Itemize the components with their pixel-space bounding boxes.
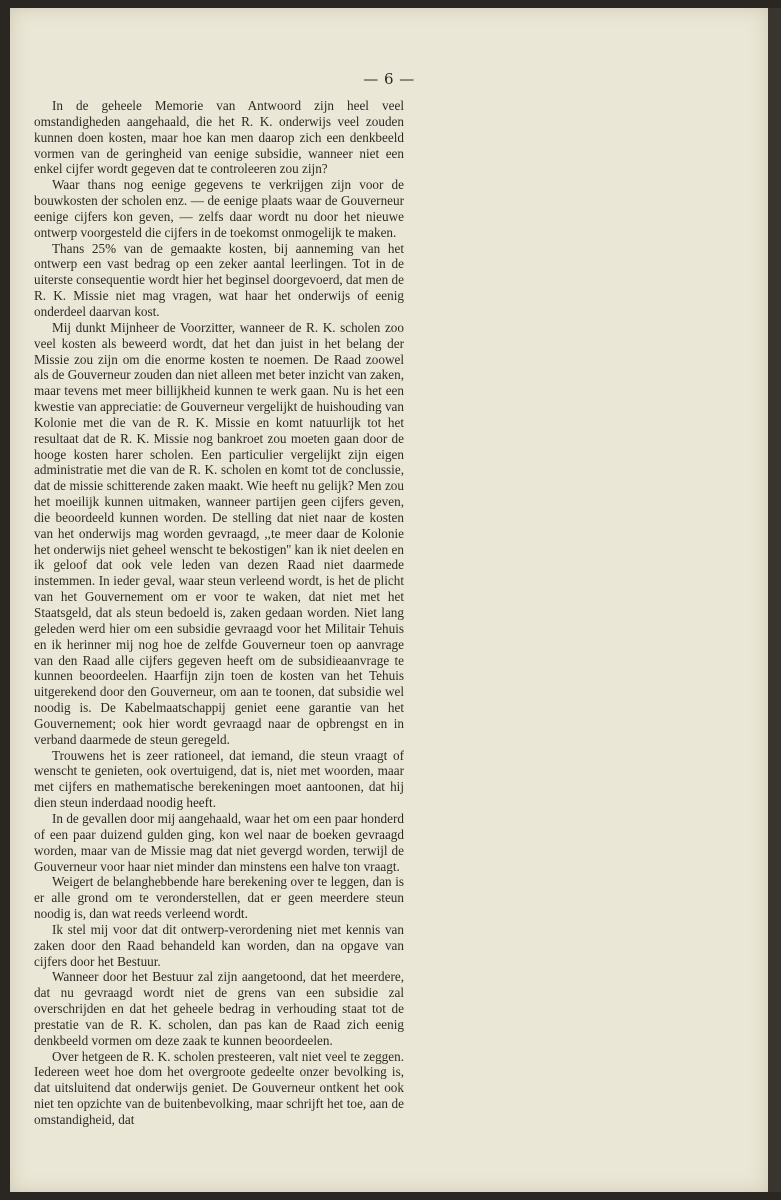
- paragraph: Thans 25% van de gemaakte kosten, bij aanneming van het ontwerp een vast bedrag op een zeker aantal leerlingen. Tot in de uiterste consequentie wordt hier het beginsel doorgevoerd, dat men de R. K. Missie niet mag vragen, wat haar het onderwijs of eenig onderdeel daarvan kost.: [34, 240, 404, 319]
- paragraph: Waar thans nog eenige gegevens te verkrijgen zijn voor de bouwkosten der scholen enz. — de eenige plaats waar de Gouverneur eenige cijfers kon geven, — zelfs daar wordt nu door het nieuwe ontwerp voorgesteld die cijfers in de toekomst onmogelijk te maken.: [34, 177, 404, 240]
- paragraph: Over hetgeen de R. K. scholen presteeren, valt niet veel te zeggen. Iedereen weet hoe dom het overgroote gedeelte onzer bevolking is, dat uitsluitend dat onderwijs geniet. De Gouverneur ontkent het ook niet ten opzichte van de buitenbevolking, maar schrijft het toe, aan de omstandigheid, dat: [34, 1048, 404, 1127]
- paragraph: Ik stel mij voor dat dit ontwerp-verordening niet met kennis van zaken door den Raad behandeld kan worden, dan na opgave van cijfers door het Bestuur.: [34, 921, 404, 969]
- document-page: [10, 8, 768, 1192]
- paragraph: Wanneer door het Bestuur zal zijn aangetoond, dat het meerdere, dat nu gevraagd wordt niet de grens van een subsidie zal overschrijden en dat het geheele bedrag in verhouding staat tot de prestatie van de R. K. scholen, dan pas kan de Raad zich eenig denkbeeld vormen om deze zaak te kunnen beoordeelen.: [34, 969, 404, 1048]
- paragraph: In de geheele Memorie van Antwoord zijn heel veel omstandigheden aangehaald, die het R. K. onderwijs veel zouden kunnen doen kosten, maar hoe kan men daarop zich een denkbeeld vormen van de geringheid van eenige subsidie, wanneer niet een enkel cijfer wordt gegeven dat te controleeren zou zijn?: [34, 98, 404, 177]
- paragraph: Mij dunkt Mijnheer de Voorzitter, wanneer de R. K. scholen zoo veel kosten als beweerd wordt, dat het dan juist in het belang der Missie zou zijn om die enorme kosten te noemen. De Raad zoowel als de Gouverneur zouden dan niet alleen met beter inzicht van zaken, maar tevens met meer billijkheid kunnen te werk gaan. Nu is het een kwestie van appreciatie: de Gouverneur vergelijkt de huishouding van Kolonie met die van de R. K. Missie en komt natuurlijk tot het resultaat dat de R. K. Missie nog bankroet zou moeten gaan door de hooge kosten harer scholen. Een particulier vergelijkt zijn eigen administratie met die van de R. K. scholen en komt tot de conclussie, dat de missie schitterende zaken maakt. Wie heeft nu gelijk? Men zou het moeilijk kunnen uitmaken, wanneer partijen geen cijfers geven, die beoordeeld kunnen worden. De stelling dat niet naar de kosten van het onderwijs mag worden gevraagd, ,,te meer daar de Kolonie het onderwijs niet geheel wenscht te bekostigen'' kan ik niet deelen en ik geloof dat ook vele leden van dezen Raad niet daarmede instemmen. In ieder geval, waar steun verleend wordt, is het de plicht van het Gouvernement om er voor te waken, dat niet met het Staatsgeld, dat als steun bedoeld is, zaken gedaan worden. Niet lang geleden werd hier om een subsidie gevraagd voor het Militair Tehuis en ik herinner mij nog hoe de zelfde Gouverneur toen op aanvrage van den Raad alle cijfers gegeven heeft om de subsidieaanvrage te kunnen beoordeelen. Haarfijn zijn toen de kosten van het Tehuis uitgerekend door den Gouverneur, om aan te toonen, dat subsidie wel noodig is. De Kabelmaatschappij geniet eene garantie van het Gouvernement; ook hier wordt gevraagd naar de opbrengst en in verband daarmede de steun geregeld.: [34, 319, 404, 747]
- paragraph: Weigert de belanghebbende hare berekening over te leggen, dan is er alle grond om te veronderstellen, dat er geen meerdere steun noodig is, dan wat reeds verleend wordt.: [34, 874, 404, 922]
- paragraph: Trouwens het is zeer rationeel, dat iemand, die steun vraagt of wenscht te genieten, ook overtuigend, dat is, niet met woorden, maar met cijfers en mathematische berekeningen moet aantoonen, dat hij dien steun inderdaad noodig heeft.: [34, 747, 404, 811]
- page-number: — 6 —: [363, 70, 415, 88]
- paragraph: In de gevallen door mij aangehaald, waar het om een paar honderd of een paar duizend gulden ging, kon wel naar de boeken gevraagd worden, maar van de Missie mag dat niet gevergd worden, terwijl de Gouverneur voor haar niet minder dan minstens een halve ton vraagt.: [34, 810, 404, 874]
- scan-edge: [768, 8, 781, 1192]
- body-text: [34, 98, 404, 1128]
